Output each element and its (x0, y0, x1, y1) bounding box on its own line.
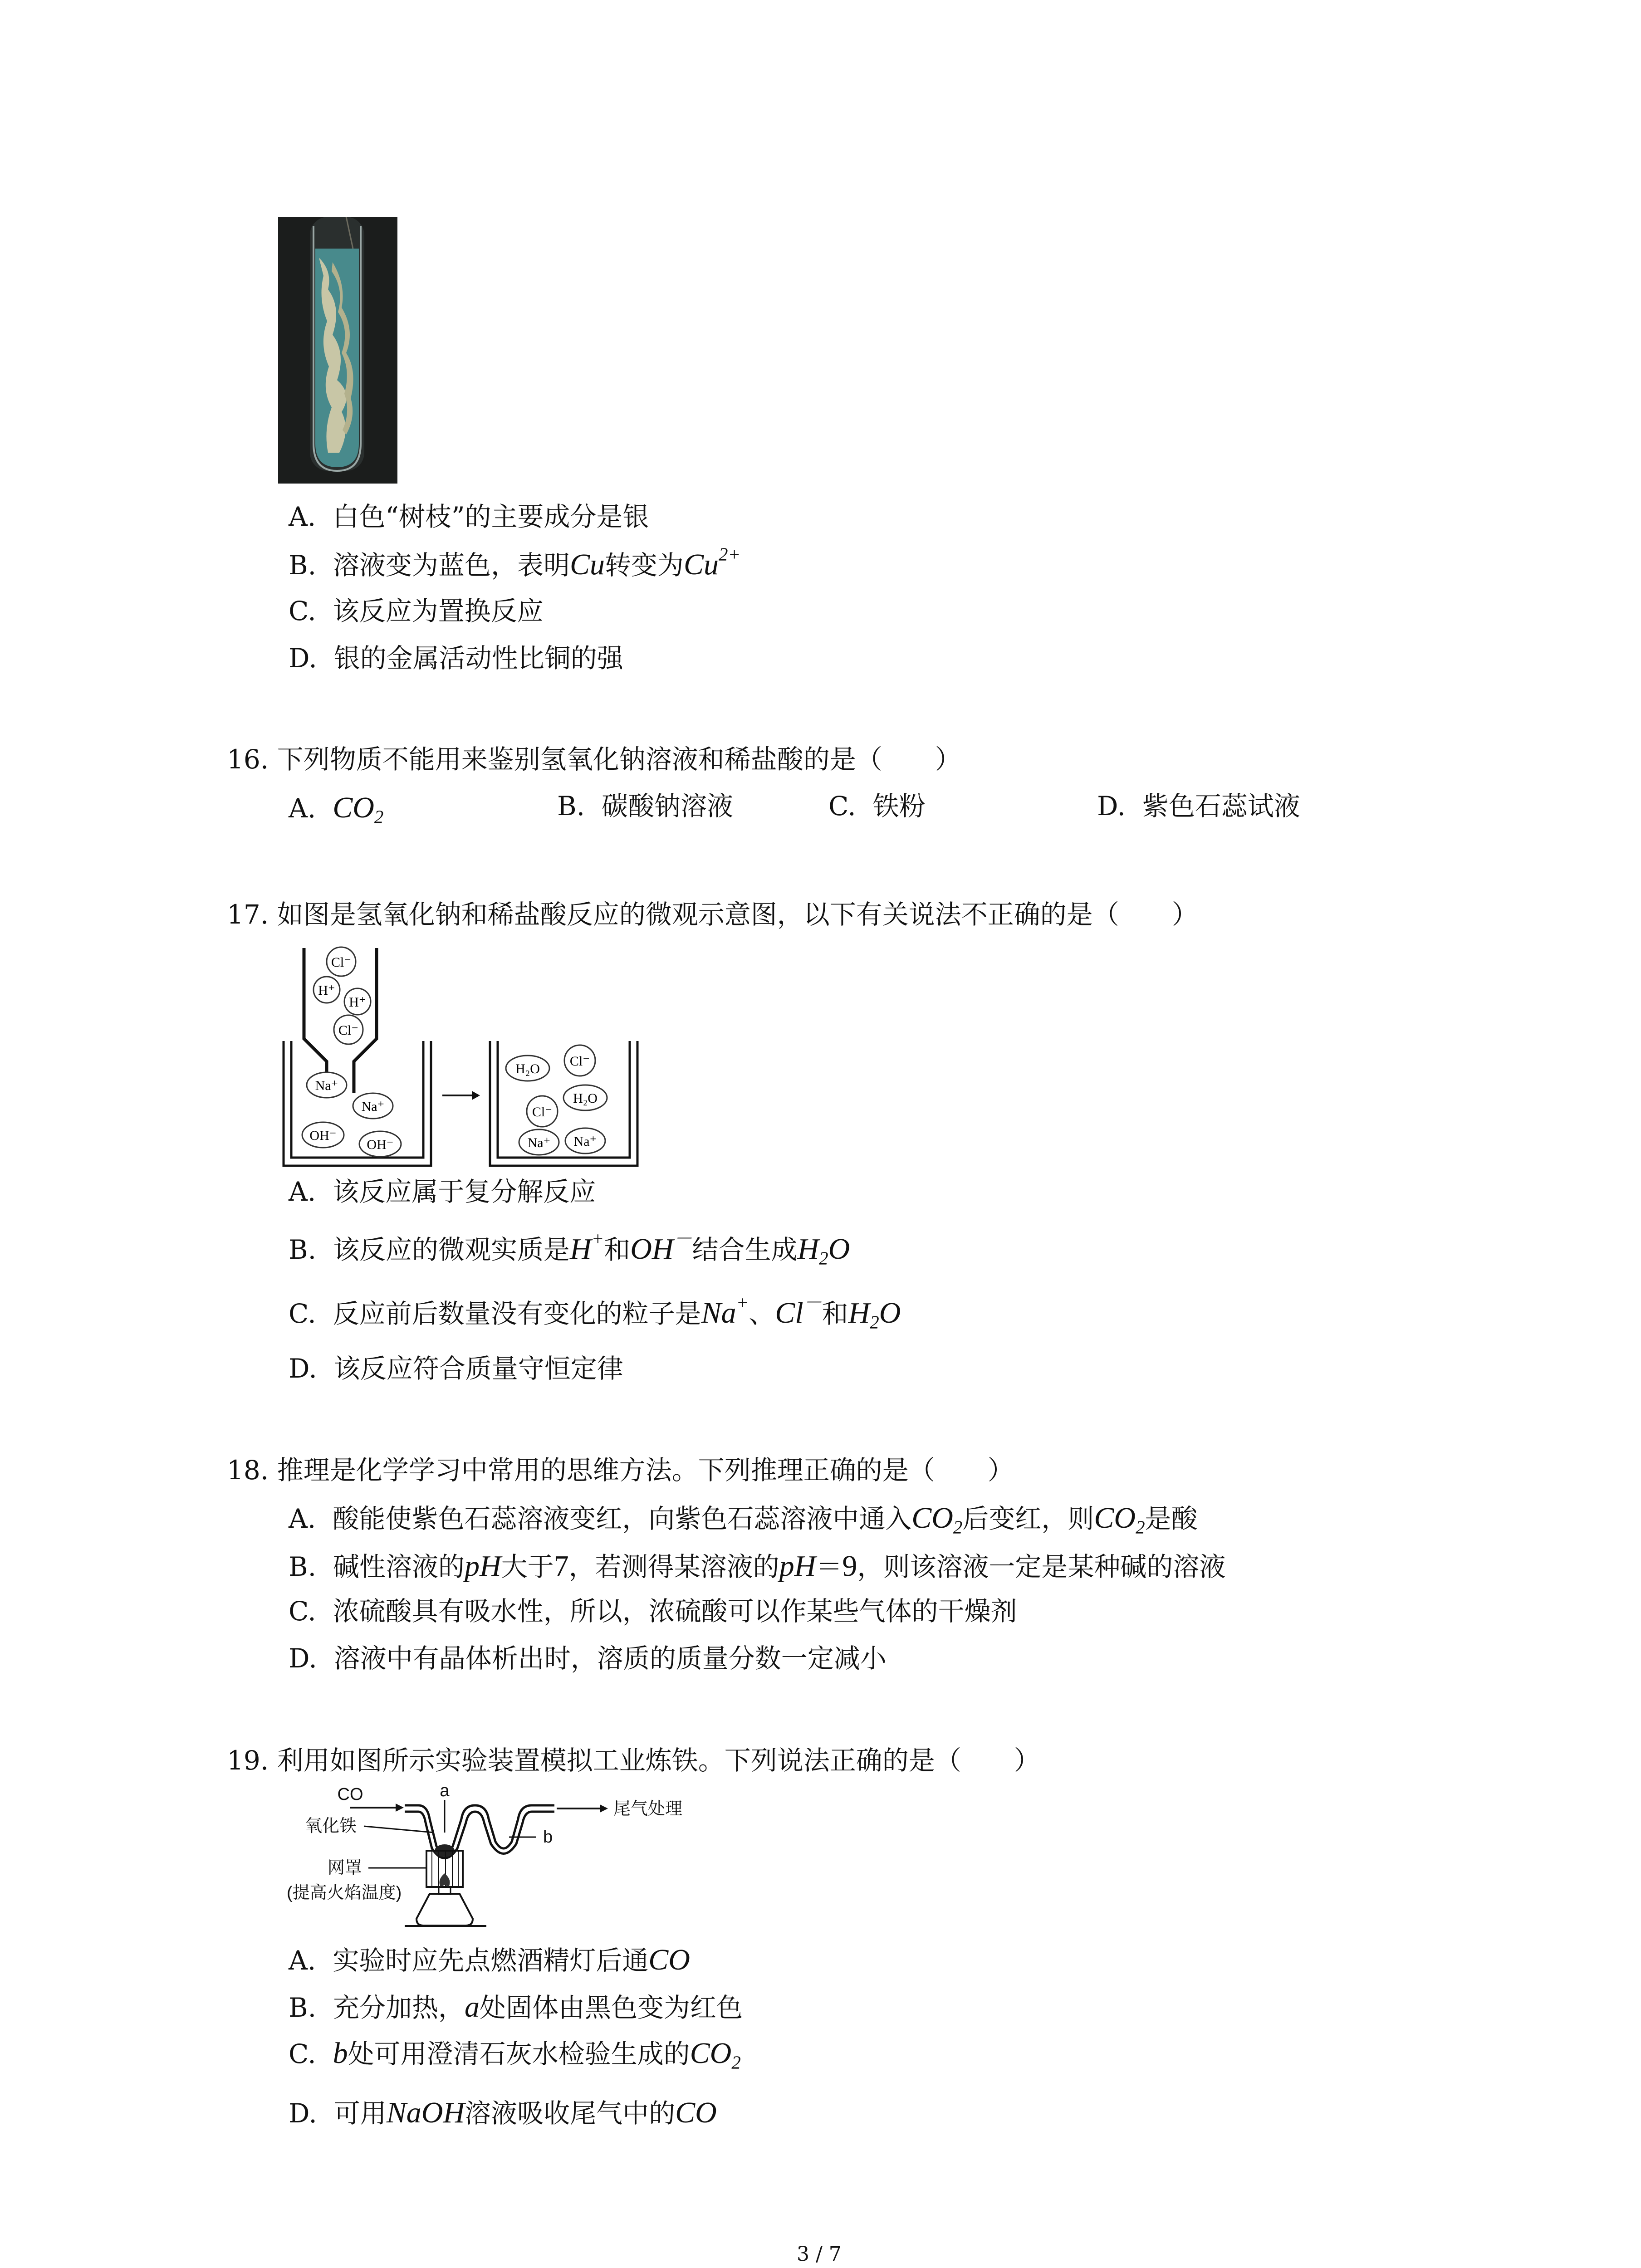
math-cu-ion: $Cu^{2+}$ (684, 544, 741, 581)
option-text: 和 (822, 1298, 848, 1329)
option-text: ，则该溶液一定是某种碱的溶液 (857, 1551, 1226, 1582)
option-label: B. (289, 1992, 317, 2023)
option-text: 和 (604, 1234, 631, 1265)
iron-smelting-apparatus (282, 1783, 827, 1928)
option-text: 酸能使紫色石蕊溶液变红，向紫色石蕊溶液中通入 (333, 1503, 912, 1534)
q16-stem (227, 744, 961, 775)
option-label: A. (289, 501, 316, 532)
option-label: C. (289, 2038, 316, 2069)
particle-label: H⁺ (318, 983, 335, 998)
math-co: CO (675, 2096, 717, 2129)
label-mesh: 网罩 (328, 1858, 362, 1877)
math-cl-ion: Cl－ (775, 1292, 822, 1330)
option-text: 该反应符合质量守恒定律 (333, 1353, 623, 1384)
math-co: CO (648, 1943, 690, 1976)
option-label: D. (289, 2098, 317, 2129)
dropper-particles (314, 947, 371, 1044)
particle-label: OH⁻ (309, 1128, 337, 1143)
option-label: B. (557, 791, 585, 821)
option-text: 溶液吸收尾气中的 (465, 2098, 676, 2129)
q18-option-d (289, 1645, 887, 1672)
label-tail-gas: 尾气处理 (613, 1799, 683, 1818)
particle-label: Na⁺ (315, 1078, 338, 1093)
particle-label: Na⁺ (361, 1099, 385, 1114)
option-text: 处可用澄清石灰水检验生成的 (348, 2038, 690, 2069)
math-number: 9 (842, 1549, 857, 1583)
option-text: 可用 (333, 2098, 387, 2129)
option-text: ，若测得某溶液的 (568, 1551, 779, 1582)
particle-label: H⁺ (349, 995, 366, 1010)
q19-stem (227, 1747, 1040, 1774)
q18-option-b (289, 1551, 1225, 1581)
option-text: 该反应属于复分解反应 (333, 1176, 596, 1207)
option-text: 是酸 (1145, 1503, 1198, 1534)
test-tube-photo-svg (278, 217, 397, 484)
option-label: C. (828, 791, 856, 821)
math-co2: $CO_2$ (333, 791, 384, 827)
option-label: B. (289, 550, 317, 581)
q15-option-a (289, 503, 649, 530)
neutralization-diagram-svg (277, 939, 644, 1175)
option-text: 碳酸钠溶液 (601, 791, 733, 821)
label-mesh-note: (提高火焰温度) (287, 1883, 402, 1902)
label-a: a (440, 1783, 450, 1800)
question-number: 17. (227, 899, 269, 930)
particle-label: Cl⁻ (569, 1054, 590, 1069)
option-text: 碱性溶液的 (333, 1551, 465, 1582)
option-label: C. (289, 596, 316, 626)
option-text: 大于 (501, 1551, 554, 1582)
label-iron-oxide: 氧化铁 (305, 1817, 357, 1836)
q16-option-c (828, 793, 926, 819)
particle-label: Cl⁻ (331, 955, 352, 970)
q19-option-a (289, 1945, 690, 1975)
q18-stem (227, 1455, 1014, 1486)
q18-option-c (289, 1596, 1017, 1627)
option-label: A. (289, 1176, 316, 1207)
math-co2: $CO_2$ (690, 2037, 741, 2073)
option-text: 反应前后数量没有变化的粒子是 (333, 1298, 701, 1329)
q15-option-d (289, 643, 623, 674)
question-number: 16. (227, 744, 269, 775)
option-text: 白色“树枝”的主要成分是银 (333, 501, 649, 532)
option-label: D. (289, 1643, 317, 1674)
option-text: 该反应为置换反应 (333, 596, 544, 626)
q17-option-a (289, 1178, 596, 1205)
option-text: 溶液中有晶体析出时，溶质的质量分数一定减小 (333, 1643, 887, 1674)
math-h2o: $H_2O$ (797, 1232, 850, 1269)
q17-option-b (289, 1228, 850, 1269)
neutralization-diagram (277, 939, 644, 1175)
option-label: B. (289, 1551, 317, 1582)
option-text: 紫色石蕊试液 (1142, 791, 1300, 821)
question-stem: 推理是化学学习中常用的思维方法。下列推理正确的是（ ） (277, 1455, 1014, 1486)
option-text: 浓硫酸具有吸水性，所以，浓硫酸可以作某些气体的干燥剂 (333, 1596, 1017, 1627)
test-tube-photo (278, 217, 397, 484)
option-label: C. (289, 1596, 316, 1627)
particle-label: H₂O (573, 1091, 598, 1106)
option-text: 转变为 (604, 550, 684, 581)
option-text: 该反应的微观实质是 (333, 1234, 570, 1265)
option-text: 实验时应先点燃酒精灯后通 (333, 1945, 649, 1976)
particle-label: H₂O (515, 1061, 540, 1076)
q16-option-b (557, 793, 733, 819)
question-number: 18. (227, 1455, 269, 1486)
question-number: 19. (227, 1745, 269, 1776)
math-na-ion: Na+ (701, 1292, 749, 1330)
math-ph: pH (779, 1549, 816, 1583)
math-co2: $CO_2$ (911, 1501, 963, 1538)
option-text: 后变红，则 (962, 1503, 1094, 1534)
option-text: 、 (749, 1298, 775, 1329)
option-label: C. (289, 1298, 316, 1329)
label-co: CO (337, 1785, 363, 1804)
q17-option-c (289, 1292, 901, 1333)
option-label: A. (289, 1945, 316, 1976)
question-stem: 如图是氢氧化钠和稀盐酸反应的微观示意图，以下有关说法不正确的是（ ） (277, 899, 1198, 930)
q17-option-d (289, 1355, 623, 1382)
math-h-ion: H+ (569, 1228, 604, 1266)
q19-option-c (289, 2037, 741, 2073)
math-b: b (333, 2037, 348, 2070)
label-b: b (543, 1828, 553, 1847)
page-number: 3 / 7 (797, 2243, 842, 2266)
math-co2: $CO_2$ (1094, 1501, 1145, 1538)
option-text: 银的金属活动性比铜的强 (333, 643, 623, 674)
math-a: a (464, 1990, 480, 2024)
option-text: 铁粉 (872, 791, 926, 821)
q16-option-d (1097, 793, 1300, 819)
before-particles (302, 1072, 401, 1157)
question-stem: 利用如图所示实验装置模拟工业炼铁。下列说法正确的是（ ） (277, 1745, 1040, 1776)
math-ph: pH (464, 1549, 501, 1583)
option-label: D. (289, 643, 317, 674)
option-text: 充分加热， (333, 1992, 465, 2023)
option-text: 溶液变为蓝色，表明 (333, 550, 570, 581)
particle-label: OH⁻ (367, 1137, 394, 1152)
option-label: A. (289, 793, 316, 824)
option-text: 结合生成 (692, 1234, 798, 1265)
q17-stem (227, 901, 1198, 928)
particle-label: Na⁺ (527, 1135, 551, 1150)
option-label: A. (289, 1503, 316, 1534)
math-h2o: $H_2O$ (848, 1296, 901, 1333)
option-label: D. (1097, 791, 1126, 821)
option-text: 处固体由黑色变为红色 (479, 1992, 743, 2023)
math-oh-ion: OH－ (630, 1228, 692, 1266)
q16-option-a (289, 791, 384, 827)
particle-label: Cl⁻ (338, 1023, 359, 1038)
option-label: B. (289, 1234, 317, 1265)
math-naoh: NaOH (386, 2096, 465, 2129)
q19-option-b (289, 1992, 743, 2022)
q18-option-a (289, 1501, 1198, 1538)
question-stem: 下列物质不能用来鉴别氢氧化钠溶液和稀盐酸的是（ ） (277, 744, 961, 775)
q19-option-d (289, 2098, 717, 2128)
q15-option-c (289, 598, 544, 624)
math-cu: Cu (569, 548, 605, 581)
particle-label: Na⁺ (573, 1134, 597, 1149)
option-label: D. (289, 1353, 317, 1384)
iron-smelting-apparatus-svg (282, 1783, 827, 1928)
math-number: 7 (554, 1549, 569, 1583)
after-particles (506, 1045, 607, 1155)
particle-label: Cl⁻ (532, 1105, 553, 1119)
q15-option-b (289, 544, 741, 581)
math-equals: ＝ (816, 1551, 843, 1582)
